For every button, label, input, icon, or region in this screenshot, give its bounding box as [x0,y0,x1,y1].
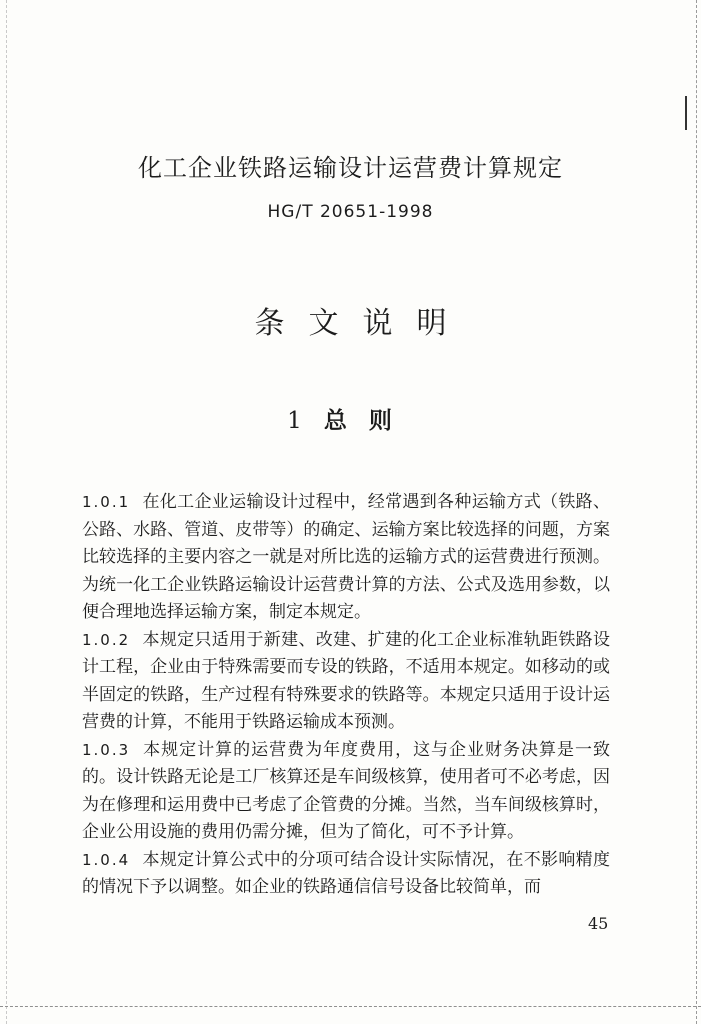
clause-1-0-4 [82,847,610,902]
clause-1-0-2 [82,627,610,737]
clause-number: 1.0.4 [82,850,131,869]
standard-code: HG/T 20651-1998 [267,202,434,222]
chapter-title [0,402,701,435]
scan-mark [685,96,687,130]
chapter-number: 1 [287,408,302,434]
section-title: 条文说明 [254,306,471,341]
page-number: 45 [588,914,609,933]
clause-1-0-3 [82,737,610,847]
scan-edge-bottom [0,1006,701,1008]
chapter-name: 总则 [323,407,414,434]
clause-number: 1.0.2 [82,630,131,649]
clauses-body [82,489,610,902]
document-title: 化工企业铁路运输设计运营费计算规定 [138,154,563,182]
clause-number: 1.0.3 [82,740,131,759]
clause-text: 本规定只适用于新建、改建、扩建的化工企业标准轨距铁路设计工程，企业由于特殊需要而专设的铁路，不适用本规定。如移动的或半固定的铁路，生产过程有特殊要求的铁路等。本规定只适用于设计运营费的计算，不能用于铁路运输成本预测。 [82,629,610,732]
clause-text: 本规定计算公式中的分项可结合设计实际情况，在不影响精度的情况下予以调整。如企业的铁路通信信号设备比较简单，而 [82,849,610,897]
clause-1-0-1 [82,489,610,627]
clause-text: 本规定计算的运营费为年度费用，这与企业财务决算是一致的。设计铁路无论是工厂核算还是车间级核算，使用者可不必考虑，因为在修理和运用费中已考虑了企管费的分摊。当然，当车间级核算时，企业公用设施的费用仍需分摊，但为了简化，可不予计算。 [82,739,610,842]
clause-text: 在化工企业运输设计过程中，经常遇到各种运输方式（铁路、公路、水路、管道、皮带等）的确定、运输方案比较选择的问题，方案比较选择的主要内容之一就是对所比选的运输方式的运营费进行预测。为统一化工企业铁路运输设计运营费计算的方法、公式及选用参数，以便合理地选择运输方案，制定本规定。 [82,492,610,622]
clause-number: 1.0.1 [82,493,131,511]
